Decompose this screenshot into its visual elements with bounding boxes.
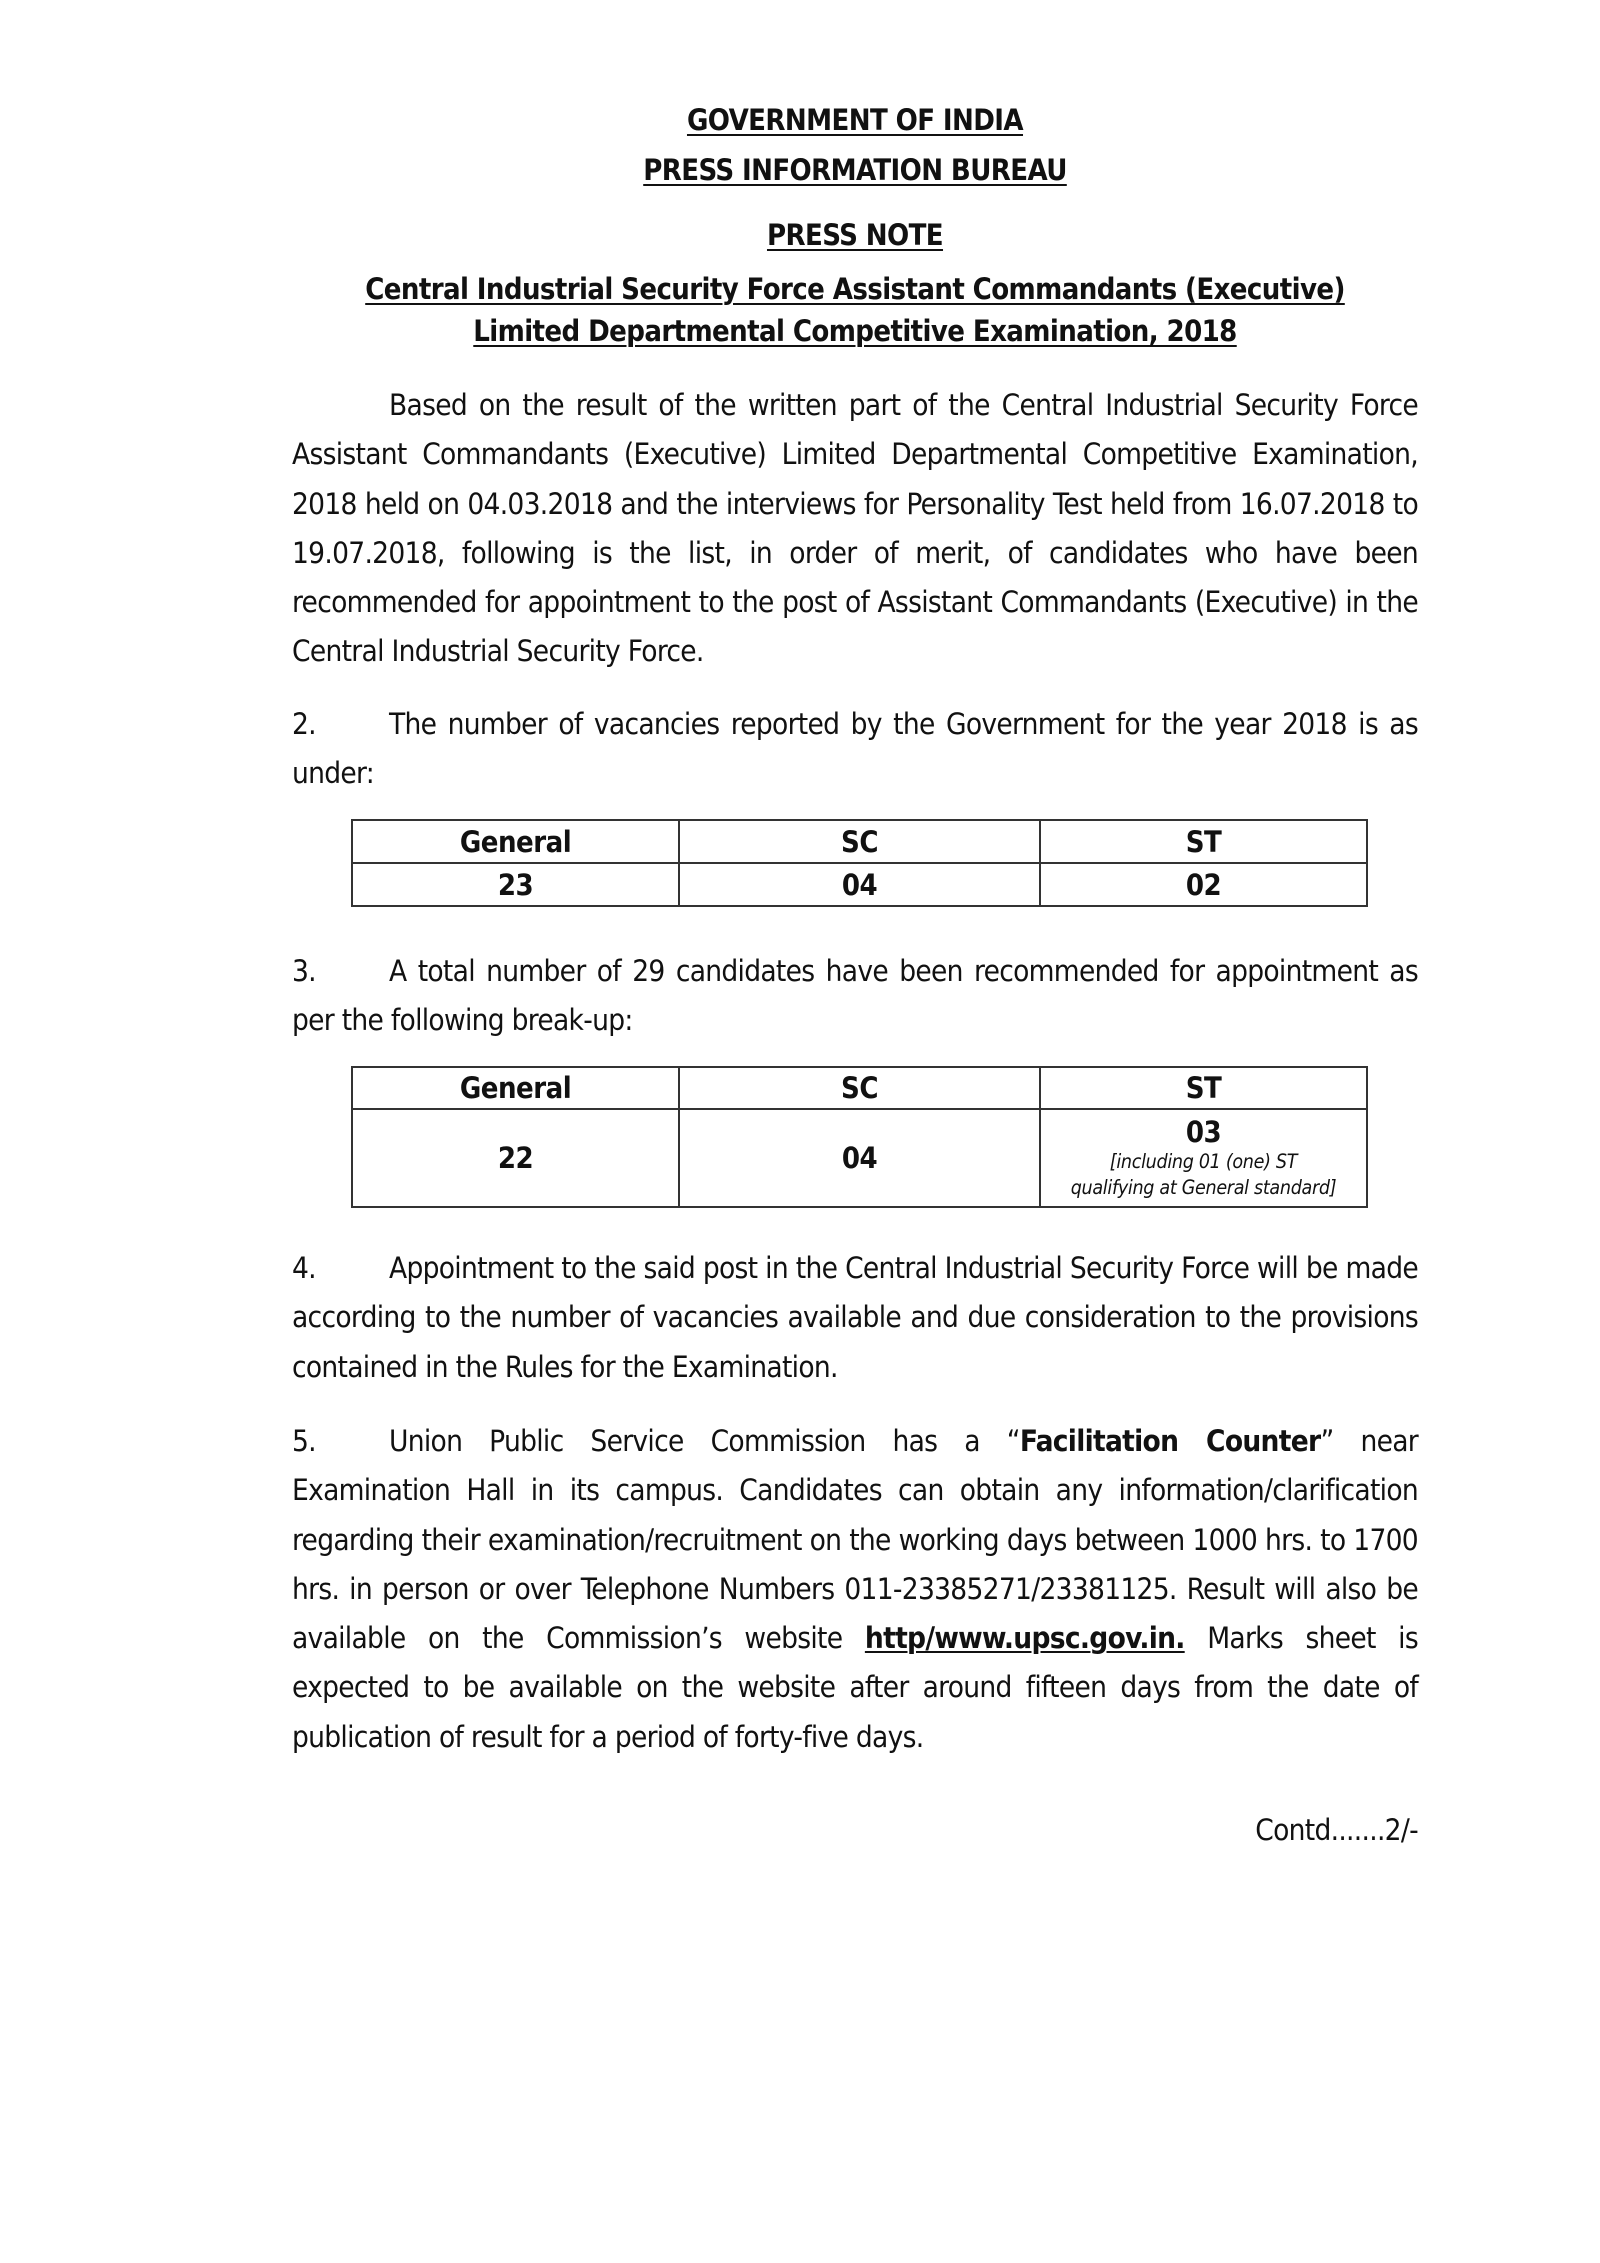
paragraph-1: [292, 381, 1418, 677]
paragraph-4-number: 4.: [292, 1251, 316, 1285]
header-general: General: [352, 1067, 679, 1109]
header-general: General: [352, 820, 679, 863]
title-line-1: [292, 272, 1418, 306]
paragraph-5-number: 5.: [292, 1424, 316, 1458]
paragraph-3-number: 3.: [292, 954, 316, 988]
continued-marker: Contd.......2/-: [1255, 1813, 1418, 1847]
value-sc: 04: [679, 1109, 1040, 1207]
exam-title-line-2: Limited Departmental Competitive Examination, 2018: [473, 314, 1237, 348]
header-st: ST: [1040, 1067, 1367, 1109]
header-bureau: [292, 153, 1418, 187]
paragraph-4: [292, 1244, 1418, 1392]
header-sc: SC: [679, 820, 1040, 863]
st-note-line-2: qualifying at General standard]: [1070, 1176, 1337, 1199]
table-row: [352, 863, 1367, 906]
header-st: ST: [1040, 820, 1367, 863]
facilitation-counter-text: Facilitation Counter: [1019, 1424, 1321, 1458]
paragraph-3-text: A total number of 29 candidates have been recommended for appointment as per the following break-up:: [292, 954, 1418, 1038]
upsc-website-link[interactable]: http/www.upsc.gov.in.: [864, 1621, 1185, 1656]
paragraph-2-text: The number of vacancies reported by the Government for the year 2018 is as under:: [292, 707, 1418, 791]
paragraph-5-text-b: ” near Examination Hall in its campus. Candidates can obtain any information/clarification regarding their examination/recruitment on the working days between 1000 hrs. to 1700 hrs. in person or over Telephone Numbers 011-23385271/23381125. Result will also be available on the Commission’s website: [292, 1424, 1418, 1656]
paragraph-2-number: 2.: [292, 707, 316, 741]
table-row: [352, 1109, 1367, 1207]
press-note-heading: PRESS NOTE: [766, 218, 944, 252]
paragraph-5-text-a: Union Public Service Commission has a “: [389, 1424, 1020, 1458]
press-information-bureau-heading: PRESS INFORMATION BUREAU: [643, 153, 1067, 187]
paragraph-2: [292, 700, 1418, 799]
title-line-2: [292, 314, 1418, 348]
exam-title-line-1: Central Industrial Security Force Assistant Commandants (Executive): [365, 272, 1345, 306]
value-st: 03: [1185, 1115, 1222, 1149]
paragraph-1-text: Based on the result of the written part of the Central Industrial Security Force Assistant Commandants (Executive) Limited Departmental Competitive Examination, 2018 held on 04.03.2018 and the interviews for Personality Test held from 16.07.2018 to 19.07.2018, following is the list, in order of merit, of candidates who have been recommended for appointment to the post of Assistant Commandants (Executive) in the Central Industrial Security Force.: [292, 388, 1418, 669]
paragraph-5-text-c: Marks sheet is expected to be available on the website after around fifteen days from the date of publication of result for a period of forty-five days.: [292, 1621, 1418, 1754]
header-press-note: [292, 218, 1418, 252]
value-st: 02: [1040, 863, 1367, 906]
header-government: [292, 103, 1418, 137]
table-header-row: [352, 1067, 1367, 1109]
paragraph-4-text: Appointment to the said post in the Central Industrial Security Force will be made according to the number of vacancies available and due consideration to the provisions contained in the Rules for the Examination.: [292, 1251, 1418, 1384]
value-general: 22: [352, 1109, 679, 1207]
value-st-cell: [1040, 1109, 1367, 1207]
value-general: 23: [352, 863, 679, 906]
paragraph-3: [292, 947, 1418, 1046]
header-sc: SC: [679, 1067, 1040, 1109]
recommended-table: [351, 1066, 1368, 1208]
vacancies-table: [351, 819, 1368, 907]
value-sc: 04: [679, 863, 1040, 906]
paragraph-5: [292, 1417, 1418, 1762]
government-of-india-heading: GOVERNMENT OF INDIA: [686, 103, 1024, 137]
st-note-line-1: [including 01 (one) ST: [1109, 1150, 1298, 1173]
table-header-row: [352, 820, 1367, 863]
